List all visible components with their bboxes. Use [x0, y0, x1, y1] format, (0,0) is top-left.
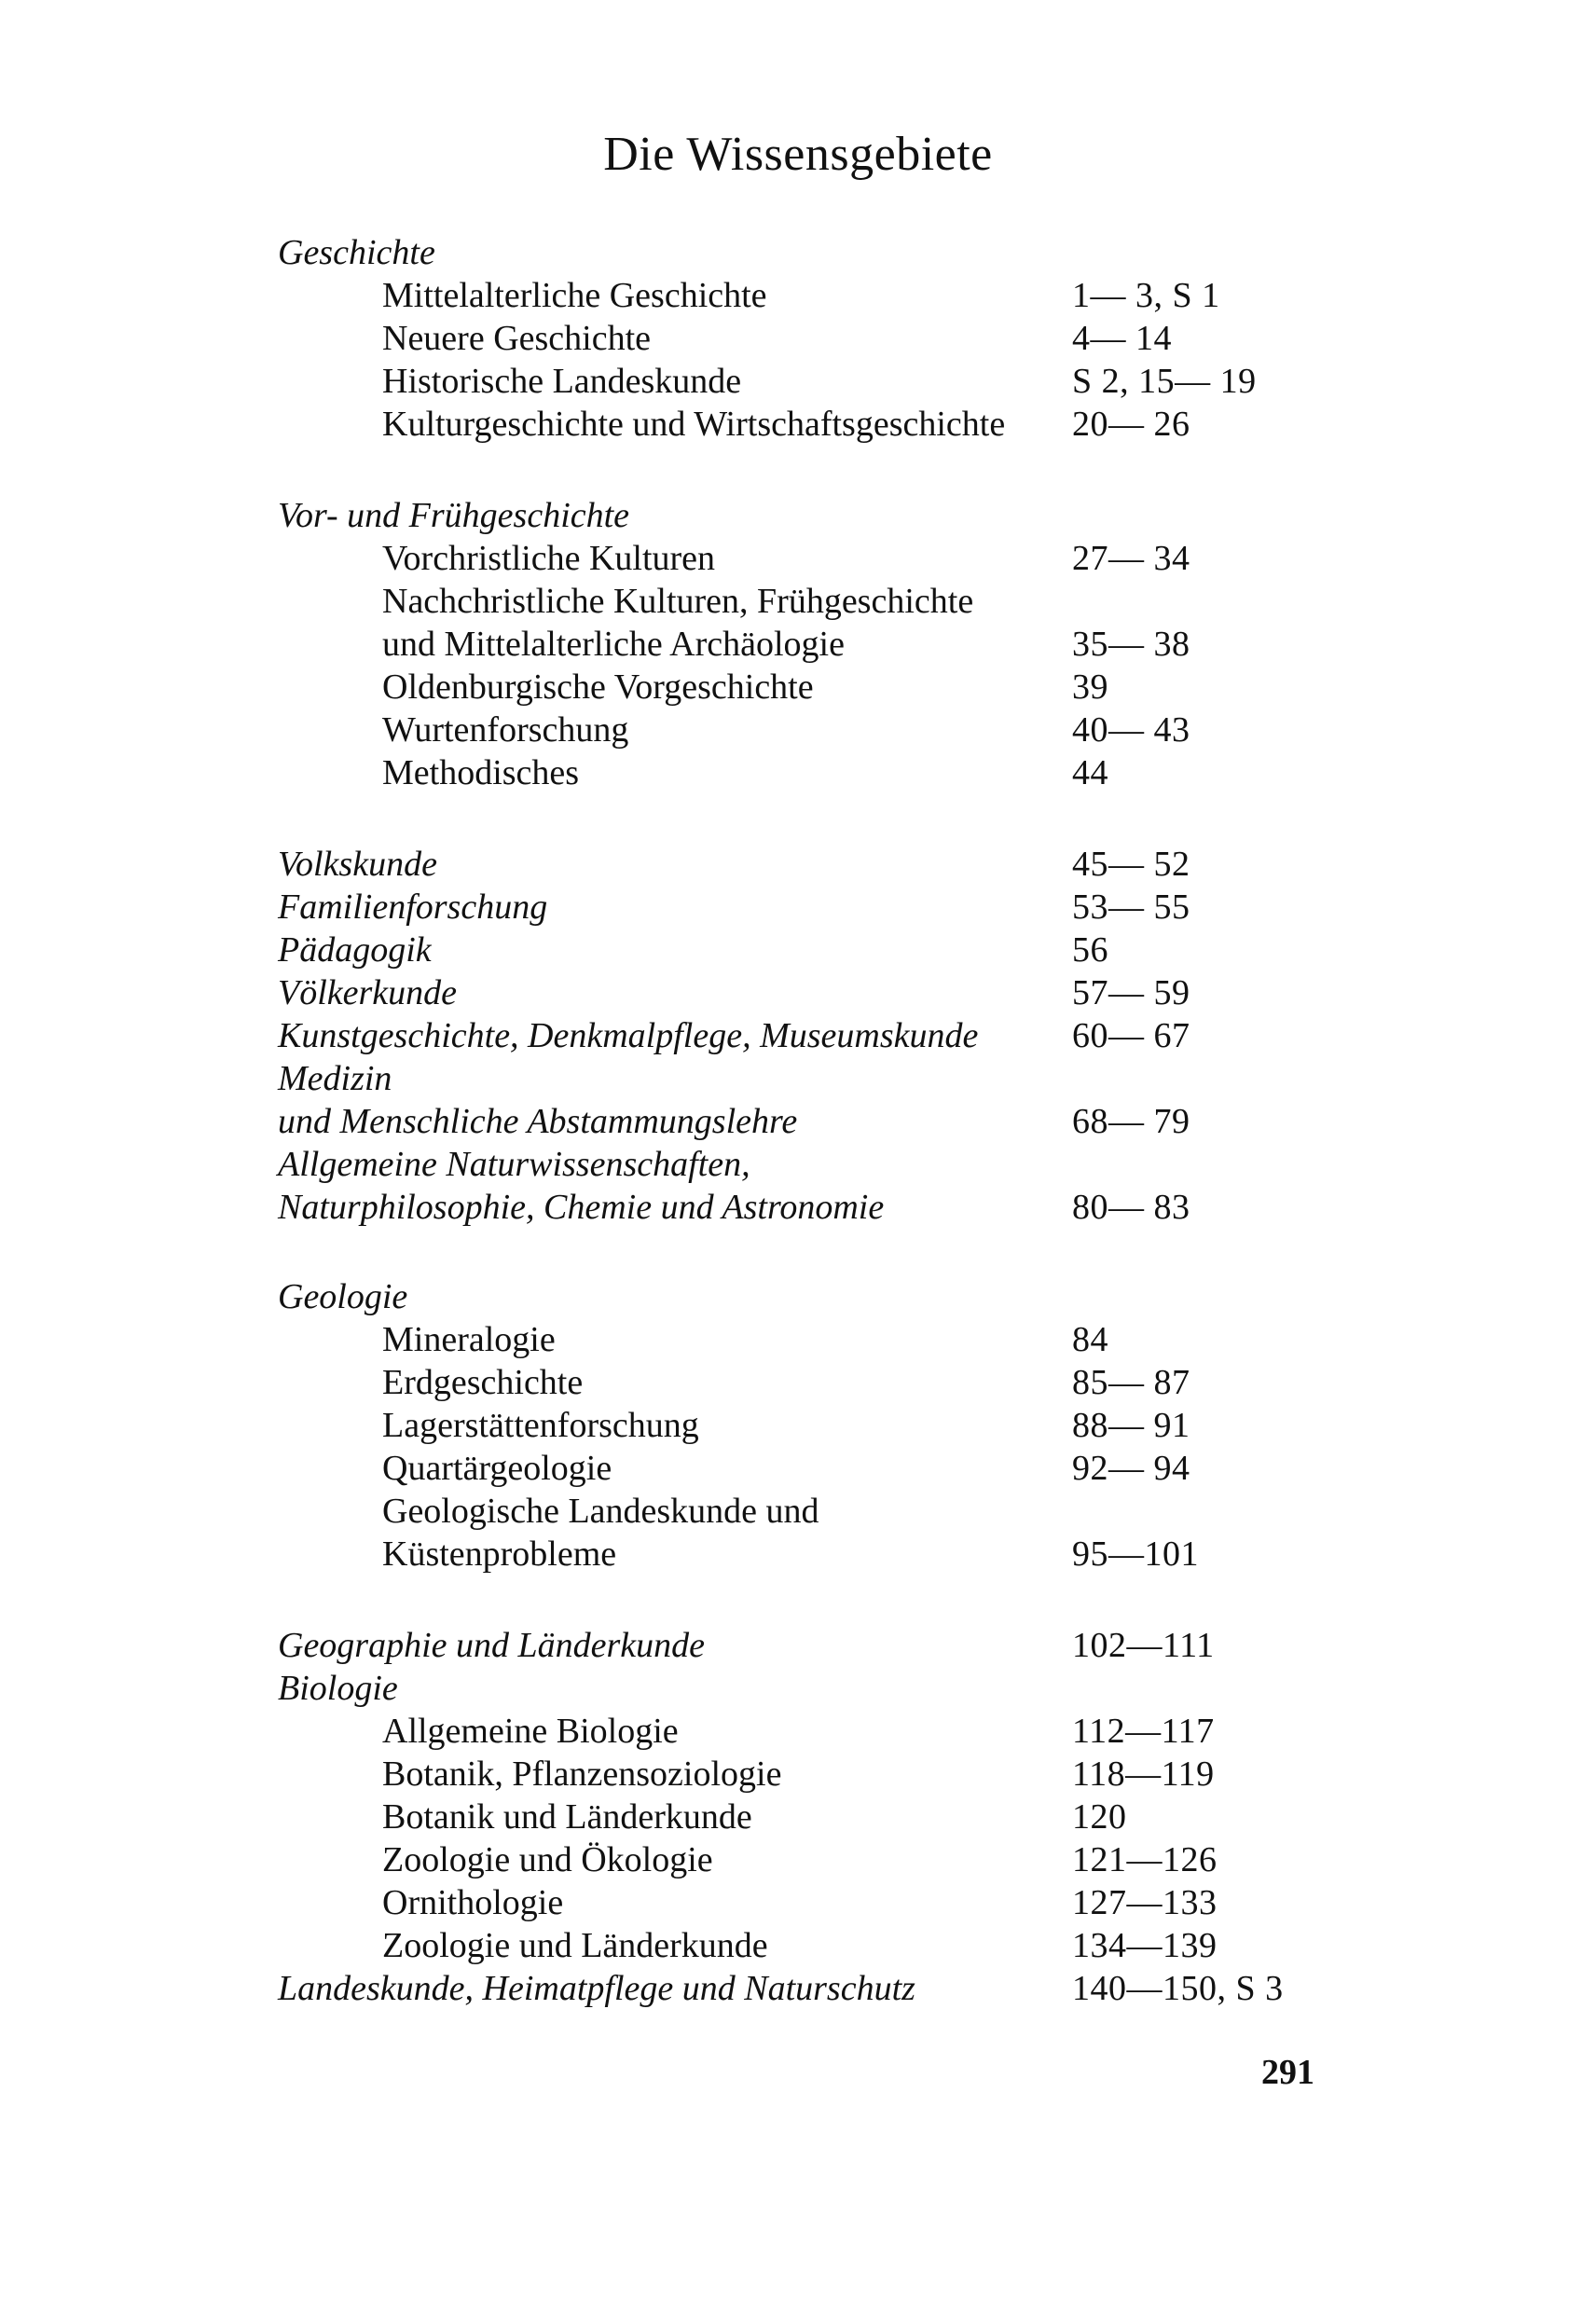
subsection-label: Allgemeine Biologie — [382, 1712, 679, 1751]
section-heading: Allgemeine Naturwissenschaften, — [278, 1145, 750, 1184]
index-entry — [0, 709, 1596, 751]
subsection-label: Wurtenforschung — [382, 710, 629, 750]
entry-number-range: 80— 83 — [1072, 1188, 1190, 1227]
index-entry — [0, 360, 1596, 403]
entry-number-range: 102—111 — [1072, 1626, 1215, 1665]
section-heading: und Menschliche Abstammungslehre — [278, 1102, 798, 1141]
entry-number-range: 92— 94 — [1072, 1449, 1190, 1488]
index-entry — [0, 751, 1596, 794]
index-entry — [0, 886, 1596, 929]
index-entry — [0, 666, 1596, 709]
index-entry — [0, 1275, 1596, 1318]
index-entry — [0, 1881, 1596, 1924]
section-heading: Naturphilosophie, Chemie und Astronomie — [278, 1188, 885, 1227]
index-entry — [0, 1710, 1596, 1753]
entry-number-range: 127—133 — [1072, 1883, 1218, 1922]
index-entry — [0, 1796, 1596, 1838]
section-heading: Geographie und Länderkunde — [278, 1626, 706, 1665]
entry-number-range: 40— 43 — [1072, 710, 1190, 750]
index-entry — [0, 494, 1596, 537]
index-entry — [0, 1361, 1596, 1404]
page-number: 291 — [1261, 2053, 1314, 2092]
subsection-label: Küstenprobleme — [382, 1534, 617, 1574]
index-entry — [0, 1967, 1596, 2010]
section-heading: Völkerkunde — [278, 973, 458, 1012]
subsection-label: Vorchristliche Kulturen — [382, 539, 716, 578]
index-entry — [0, 537, 1596, 580]
subsection-label: Kulturgeschichte und Wirtschaftsgeschichte — [382, 405, 1006, 444]
entry-number-range: 1— 3, S 1 — [1072, 276, 1220, 315]
index-entry — [0, 231, 1596, 274]
index-entry — [0, 1838, 1596, 1881]
subsection-label: Mittelalterliche Geschichte — [382, 276, 767, 315]
index-entry — [0, 403, 1596, 446]
index-entry — [0, 1143, 1596, 1186]
entry-number-range: 85— 87 — [1072, 1363, 1190, 1402]
entry-number-range: 4— 14 — [1072, 319, 1172, 358]
entry-number-range: 56 — [1072, 930, 1108, 970]
index-entry — [0, 1924, 1596, 1967]
subsection-label: Quartärgeologie — [382, 1449, 612, 1488]
entry-number-range: 118—119 — [1072, 1755, 1215, 1794]
subsection-label: Nachchristliche Kulturen, Frühgeschichte — [382, 582, 974, 621]
subsection-label: Lagerstättenforschung — [382, 1406, 699, 1445]
section-heading: Geologie — [278, 1277, 408, 1316]
index-entry — [0, 971, 1596, 1014]
index-entry — [0, 1100, 1596, 1143]
index-entry — [0, 1447, 1596, 1490]
subsection-label: Ornithologie — [382, 1883, 564, 1922]
index-entry — [0, 1490, 1596, 1533]
section-heading: Landeskunde, Heimatpflege und Naturschutz — [278, 1969, 915, 2008]
index-entry — [0, 1057, 1596, 1100]
section-heading: Familienforschung — [278, 888, 548, 927]
index-entry — [0, 580, 1596, 623]
section-heading: Medizin — [278, 1059, 392, 1098]
index-entry — [0, 623, 1596, 666]
section-heading: Volkskunde — [278, 845, 437, 884]
entry-number-range: 44 — [1072, 753, 1108, 792]
section-heading: Pädagogik — [278, 930, 432, 970]
section-heading: Kunstgeschichte, Denkmalpflege, Museumskunde — [278, 1016, 979, 1055]
index-entry — [0, 274, 1596, 317]
section-heading: Biologie — [278, 1669, 398, 1708]
index-entry — [0, 1667, 1596, 1710]
entry-number-range: 27— 34 — [1072, 539, 1190, 578]
subsection-label: Neuere Geschichte — [382, 319, 652, 358]
entry-number-range: 140—150, S 3 — [1072, 1969, 1284, 2008]
index-entry — [0, 1404, 1596, 1447]
index-entry — [0, 1318, 1596, 1361]
entry-number-range: 20— 26 — [1072, 405, 1190, 444]
page-title: Die Wissensgebiete — [603, 128, 993, 181]
entry-number-range: 60— 67 — [1072, 1016, 1190, 1055]
section-heading: Vor- und Frühgeschichte — [278, 496, 630, 535]
index-entry — [0, 929, 1596, 971]
subsection-label: Mineralogie — [382, 1320, 556, 1359]
section-heading: Geschichte — [278, 233, 435, 272]
subsection-label: Zoologie und Ökologie — [382, 1840, 713, 1879]
index-entry — [0, 317, 1596, 360]
index-entry — [0, 1624, 1596, 1667]
entry-number-range: 68— 79 — [1072, 1102, 1190, 1141]
index-entry — [0, 1014, 1596, 1057]
entry-number-range: S 2, 15— 19 — [1072, 362, 1257, 401]
entry-number-range: 45— 52 — [1072, 845, 1190, 884]
subsection-label: und Mittelalterliche Archäologie — [382, 625, 845, 664]
entry-number-range: 121—126 — [1072, 1840, 1218, 1879]
entry-number-range: 95—101 — [1072, 1534, 1199, 1574]
entry-number-range: 112—117 — [1072, 1712, 1215, 1751]
subsection-label: Historische Landeskunde — [382, 362, 742, 401]
entry-number-range: 134—139 — [1072, 1926, 1218, 1965]
index-entry — [0, 1533, 1596, 1576]
entry-number-range: 35— 38 — [1072, 625, 1190, 664]
subsection-label: Botanik, Pflanzensoziologie — [382, 1755, 782, 1794]
subsection-label: Zoologie und Länderkunde — [382, 1926, 768, 1965]
entry-number-range: 88— 91 — [1072, 1406, 1190, 1445]
entry-number-range: 39 — [1072, 667, 1108, 707]
entry-number-range: 120 — [1072, 1797, 1127, 1837]
index-entry — [0, 1753, 1596, 1796]
subsection-label: Botanik und Länderkunde — [382, 1797, 752, 1837]
subsection-label: Methodisches — [382, 753, 580, 792]
entry-number-range: 84 — [1072, 1320, 1108, 1359]
index-entry — [0, 1186, 1596, 1229]
index-entry — [0, 843, 1596, 886]
entry-number-range: 57— 59 — [1072, 973, 1190, 1012]
subsection-label: Erdgeschichte — [382, 1363, 584, 1402]
subsection-label: Geologische Landeskunde und — [382, 1492, 819, 1531]
subsection-label: Oldenburgische Vorgeschichte — [382, 667, 814, 707]
entry-number-range: 53— 55 — [1072, 888, 1190, 927]
